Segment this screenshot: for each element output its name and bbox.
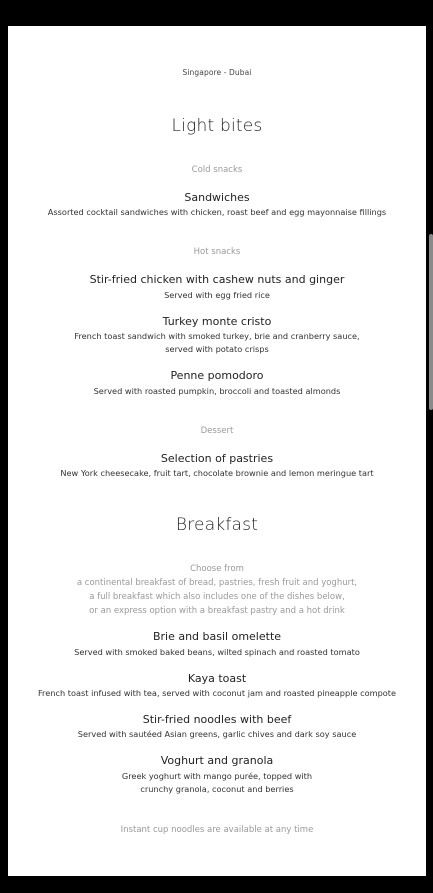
dish-name: Turkey monte cristo bbox=[162, 315, 272, 328]
dish-name: Brie and basil omelette bbox=[152, 630, 282, 643]
dish-description: French toast sandwich with smoked turkey, brie and cranberry sauce, bbox=[74, 331, 360, 341]
dish-name: Kaya toast bbox=[187, 672, 247, 685]
section-title-light-bites: Light bites bbox=[171, 116, 263, 136]
dish-name: Penne pomodoro bbox=[170, 369, 264, 382]
dish-description: Served with egg fried rice bbox=[164, 290, 270, 300]
breakfast-intro-line: a continental breakfast of bread, pastries, fresh fruit and yoghurt, bbox=[76, 578, 358, 588]
menu-page[interactable] bbox=[8, 26, 426, 876]
dish-description: New York cheesecake, fruit tart, chocolate brownie and lemon meringue tart bbox=[60, 468, 374, 478]
scrollbar[interactable] bbox=[429, 234, 433, 410]
breakfast-intro-line: Choose from bbox=[190, 564, 244, 574]
route-label: Singapore - Dubai bbox=[182, 68, 252, 77]
dish-description: served with potato crisps bbox=[165, 344, 269, 354]
dish-name: Stir-fried chicken with cashew nuts and ginger bbox=[89, 273, 345, 286]
breakfast-intro-line: or an express option with a breakfast pastry and a hot drink bbox=[89, 606, 345, 616]
category-dessert: Dessert bbox=[200, 426, 234, 436]
dish-description: Assorted cocktail sandwiches with chicken, roast beef and egg mayonnaise fillings bbox=[47, 207, 387, 217]
dish-name: Sandwiches bbox=[184, 191, 250, 204]
dish-description: Greek yoghurt with mango purée, topped with bbox=[121, 771, 313, 781]
dish-description: French toast infused with tea, served with coconut jam and roasted pineapple compote bbox=[37, 688, 397, 698]
footnote: Instant cup noodles are available at any time bbox=[120, 825, 314, 835]
dish-name: Selection of pastries bbox=[160, 452, 274, 465]
dish-description: Served with roasted pumpkin, broccoli and toasted almonds bbox=[93, 386, 341, 396]
dish-name: Voghurt and granola bbox=[160, 754, 274, 767]
section-title-breakfast: Breakfast bbox=[175, 515, 259, 535]
category-cold-snacks: Cold snacks bbox=[191, 165, 243, 175]
dish-description: Served with smoked baked beans, wilted spinach and roasted tomato bbox=[74, 647, 360, 657]
breakfast-intro-line: a full breakfast which also includes one of the dishes below, bbox=[89, 592, 345, 602]
dish-name: Stir-fried noodles with beef bbox=[142, 713, 292, 726]
dish-description: crunchy granola, coconut and berries bbox=[140, 784, 294, 794]
category-hot-snacks: Hot snacks bbox=[193, 247, 241, 257]
dish-description: Served with sautéed Asian greens, garlic chives and dark soy sauce bbox=[77, 729, 357, 739]
